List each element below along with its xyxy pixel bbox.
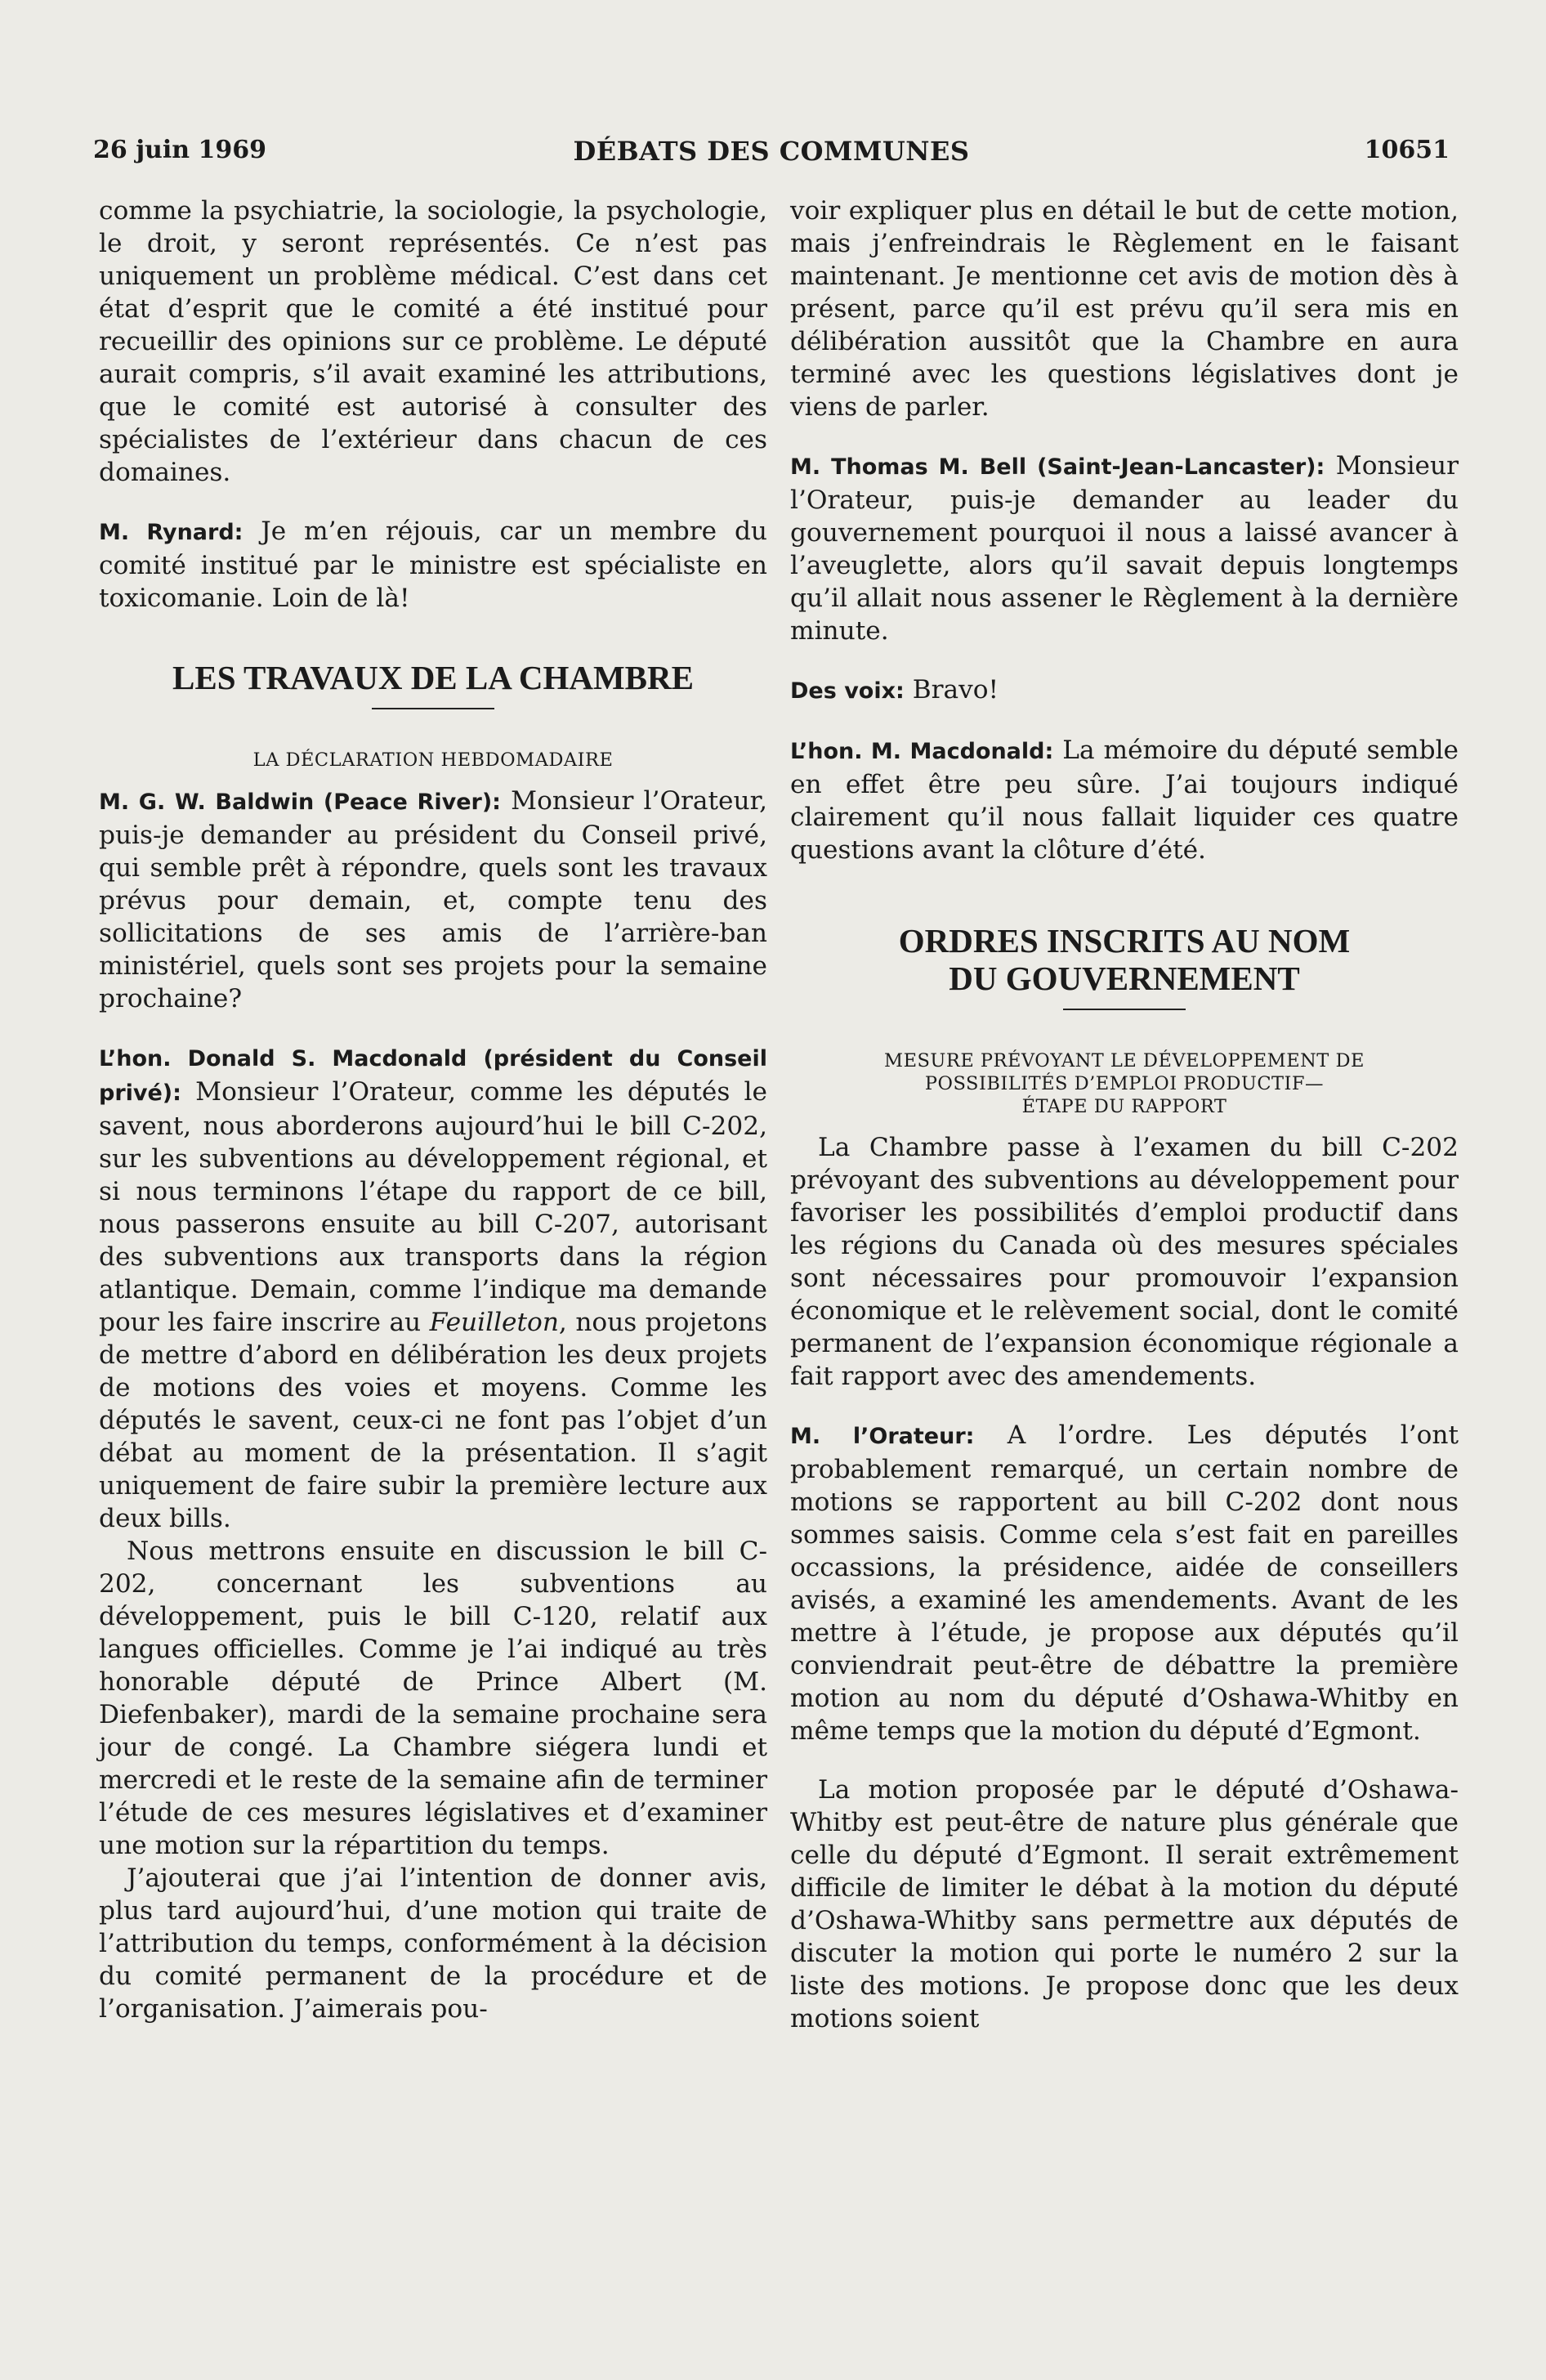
header-date: 26 juin 1969 [93,136,267,164]
page-header [93,131,1450,170]
speaker-name: Des voix: [790,678,905,704]
paragraph-text: Je m’en réjouis, car un membre du comité institué par le ministre est spécialiste en toxicomanie. Loin de là! [99,517,767,613]
section-heading: LES TRAVAUX DE LA CHAMBRE [172,659,694,696]
paragraph [790,450,1459,647]
paragraph [99,785,767,1015]
paragraph [790,195,1459,423]
heading-rule [372,708,494,709]
paragraph-text: La mémoire du député semble en effet être peu sûre. J’ai toujours indiqué clairement qu’il nous fallait liquider ces quatre questions avant la clôture d’été. [790,736,1459,865]
paragraph-text: Nous mettrons ensuite en discussion le bill C-202, concernant les subventions au développement, puis le bill C-120, relatif aux langues officielles. Comme je l’ai indiqué au très honorable député de Prince Albert (M. Diefenbaker), mardi de la semaine prochaine sera jour de congé. La Chambre siégera lundi et mercredi et le reste de la semaine afin de terminer l’étude de ces mesures législatives et d’examiner une motion sur la répartition du temps. [99,1537,767,1860]
paragraph [790,1131,1459,1393]
paragraph-text: A l’ordre. Les députés l’ont probablement remarqué, un certain nombre de motions se rapportent au bill C-202 dont nous sommes saisis. Comme cela s’est fait en pareilles occassions, la présidence, aidée de conseillers avisés, a examiné les amendements. Avant de les mettre à l’étude, je propose aux députés qu’il conviendrait peut-être de débattre la première motion au nom du député d’Oshawa-Whitby en même temps que la motion du député d’Egmont. [790,1420,1459,1746]
paragraph-text: comme la psychiatrie, la sociologie, la psychologie, le droit, y seront représentés. Ce n’est pas uniquement un problème médical. C’est dans cet état d’esprit que le comité a été institué pour recueillir des opinions sur ce problème. Le député aurait compris, s’il avait examiné les attributions, que le comité est autorisé à consulter des spécialistes de l’extérieur dans chacun de ces domaines. [99,196,767,487]
speaker-name: M. Rynard: [99,520,244,545]
speaker-name: L’hon. M. Macdonald: [790,739,1054,764]
paragraph [99,1041,767,1535]
paragraph-text: Monsieur l’Orateur, puis-je demander au président du Conseil privé, qui semble prêt à répondre, quels sont les travaux prévus pour demain, et, compte tenu des sollicitations de ses amis de l’arrière-ban ministériel, quels sont ses projets pour la semaine prochaine? [99,786,767,1013]
paragraph [790,1419,1459,1747]
paragraph [99,1535,767,1862]
subheading-line: MESURE PRÉVOYANT LE DÉVELOPPEMENT DE [884,1050,1365,1071]
paragraph-text: voir expliquer plus en détail le but de cette motion, mais j’enfreindrais le Règlement en le faisant maintenant. Je mentionne cet avis de motion dès à présent, parce qu’il est prévu qu’il sera mis en délibération aussitôt que la Chambre en aura terminé avec les questions législatives dont je viens de parler. [790,196,1459,422]
left-column [99,195,767,2025]
section-heading [790,922,1459,997]
heading-line: ORDRES INSCRITS AU NOM [898,922,1351,960]
header-page-number: 10651 [1364,136,1450,164]
paragraph [99,515,767,615]
paragraph [790,734,1459,866]
header-title: DÉBATS DES COMMUNES [573,136,970,167]
paragraph-text: Bravo! [904,675,999,705]
speaker-name: M. G. W. Baldwin (Peace River): [99,790,501,815]
speaker-name: L’hon. Donald S. Macdonald (président du Conseil privé): [99,1046,767,1106]
paragraph-text: Monsieur l’Orateur, puis-je demander au leader du gouvernement pourquoi il nous a laissé avancer à l’aveuglette, alors qu’il savait depuis longtemps qu’il allait nous assener le Règlement à la dernière minute. [790,451,1459,646]
subheading-line: ÉTAPE DU RAPPORT [1021,1096,1227,1117]
speaker-name: M. Thomas M. Bell (Saint-Jean-Lancaster): [790,454,1325,480]
paragraph-text: J’ajouterai que j’ai l’intention de donner avis, plus tard aujourd’hui, d’une motion qui traite de l’attribution du temps, conformément à la décision du comité permanent de la procédure et de l’organisation. J’aimerais pou- [99,1863,767,2024]
paragraph [99,1862,767,2025]
paragraph-text: La motion proposée par le député d’Oshawa-Whitby est peut-être de nature plus générale que celle du député d’Egmont. Il serait extrêmement difficile de limiter le débat à la motion du député d’Oshawa-Whitby sans permettre aux députés de discuter la motion qui porte le numéro 2 sur la liste des motions. Je propose donc que les deux motions soient [790,1775,1459,2033]
speaker-name: M. l’Orateur: [790,1424,975,1449]
italic-text: Feuilleton [429,1308,559,1337]
paragraph [790,673,1459,708]
section-subheading: LA DÉCLARATION HEBDOMADAIRE [252,749,614,771]
paragraph-text: Monsieur l’Orateur, comme les députés le savent, nous aborderons aujourd’hui le bill C-202, sur les subventions au développement régional, et si nous terminons l’étape du rapport de ce bill, nous passerons ensuite au bill C-207, autorisant des subventions aux transports dans la région atlantique. Demain, comme l’indique ma demande pour les faire inscrire au [99,1077,767,1337]
heading-line: DU GOUVERNEMENT [949,960,1300,997]
paragraph-text: La Chambre passe à l’examen du bill C-202 prévoyant des subventions au développement pour favoriser les possibilités d’emploi productif dans les régions du Canada où des mesures spéciales sont nécessaires pour promouvoir l’expansion économique et le relèvement social, dont le comité permanent de l’expansion économique régionale a fait rapport avec des amendements. [790,1133,1459,1391]
right-column [790,195,1459,2035]
paragraph [99,195,767,489]
subheading-line: POSSIBILITÉS D’EMPLOI PRODUCTIF— [924,1073,1325,1094]
paragraph [790,1774,1459,2035]
paragraph-text: , nous projetons de mettre d’abord en délibération les deux projets de motions des voies et moyens. Comme les députés le savent, ceux-ci ne font pas l’objet d’un débat au moment de la présentation. Il s’agit uniquement de faire subir la première lecture aux deux bills. [99,1308,767,1533]
section-subheading [790,1049,1459,1118]
heading-rule [1063,1009,1186,1010]
